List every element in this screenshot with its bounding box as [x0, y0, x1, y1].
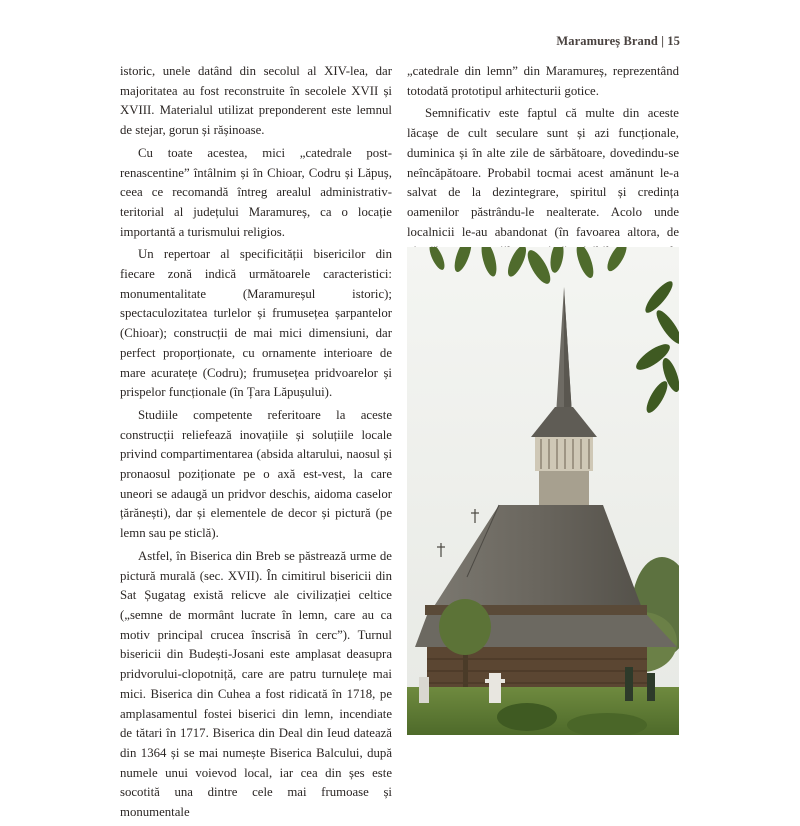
paragraph: Semnificativ este faptul că multe din aceste lăcașe de cult seculare sunt și azi funcționale, duminica și în alte zile de sărbătoare, dovedindu-se neîncăpătoare. Probabil tocmai acest amănunt le-a salvat de la dezintegrare, spiritul și credința oamenilor păstrându-le nealterate. Acolo unde localnicii le-au abandonat (în favoarea altora, de [407, 106, 679, 239]
paragraph: Astfel, în Biserica din Breb se păstrează urme de pictură murală (sec. XVII). În cimitirul bisericii din Sat Șugatag există relicve ale civilizației celtice („semne de mormânt lucrate în lemn, care au ca motiv principal crucea înscrisă în cerc”). Turnul bisericii din Budești-Josani este amplasat deasupra pridvorului-clopotniță, care are patru turnulețe mai mici. Biserica din Cuhea a fost ridicată în 1718, pe amplasamentul fostei biserici din lemn, incendiate de tătari în 1717. Biserica din Deal din Ieud datează din 1364 și se mai numește Biserica Balcului, după numele unui voievod local, iar cea din șes este socotită una dintre cele mai frumoase și monumentale [120, 548, 392, 820]
paragraph: „catedrale din lemn” din Maramureș, reprezentând totodată prototipul arhitecturii gotice. [407, 64, 679, 98]
left-text-column [120, 62, 392, 826]
wooden-church-photo [407, 247, 679, 735]
paragraph: Un repertoar al specificității bisericilor din fiecare zonă indică următoarele caracteristici: monumentalitate (Maramureșul istoric); spectaculozitatea turlelor și frumusețea șarpantelor (Chioar); construcții de mai mici dimensiuni, dar perfect proporționate, cu ornamente interioare de mare acuratețe (Codru); frumusețea pridvoarelor și prispelor funcționale (în Țara Lăpușului). [120, 247, 392, 400]
running-header: Maramureș Brand | 15 [556, 34, 680, 48]
paragraph: Studiile competente referitoare la aceste construcții reliefează inovațiile și soluțiile locale privind compartimentarea (absida altarului, naosul și pronaosul poziționate pe o axă est-vest, la care uneori se adaugă un pridvor deschis, aidoma caselor țărănești), dar și elementele de decor și pictură (pe lemn sau pe sticlă). [120, 407, 392, 541]
paragraph: Cu toate acestea, mici „catedrale post-renascentine” întâlnim și în Chioar, Codru și Lăpuș, ceea ce recomandă întreg arealul administrativ-teritorial al județului Maramureș, ca o locație importantă a turismului religios. [120, 145, 392, 239]
paragraph: istoric, unele datând din secolul al XIV-lea, dar majoritatea au fost reconstruite în secolele XVII și XVIII. Materialul utilizat preponderent este lemnul de stejar, gorun și rășinoase. [120, 64, 392, 138]
